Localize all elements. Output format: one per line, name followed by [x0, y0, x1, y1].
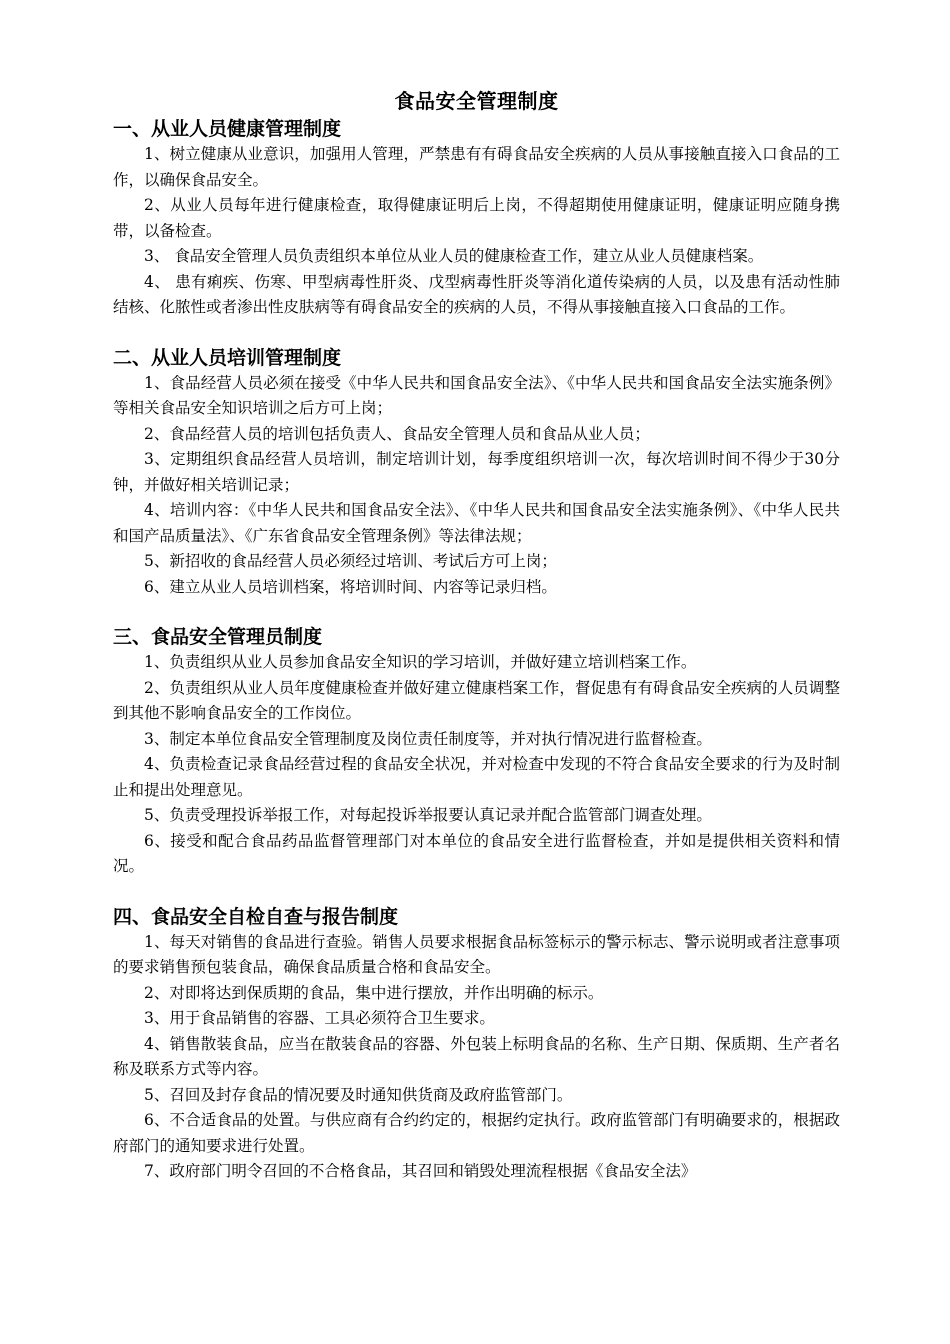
paragraph: 3、用于食品销售的容器、工具必须符合卫生要求。	[144, 1009, 495, 1027]
paragraph: 4、培训内容：《中华人民共和国食品安全法》、《中华人民共和国食品安全法实施条例》、《中华人民共和国产品质量法》、《广东省食品安全管理条例》等法律法规；	[113, 501, 840, 545]
section-heading: 三、食品安全管理员制度	[113, 626, 323, 648]
paragraph: 1、每天对销售的食品进行查验。销售人员要求根据食品标签标示的警示标志、警示说明或者注意事项的要求销售预包装食品，确保食品质量合格和食品安全。	[113, 932, 840, 976]
paragraph: 6、接受和配合食品药品监督管理部门对本单位的食品安全进行监督检查，并如是提供相关资料和情况。	[113, 831, 840, 875]
paragraph: 2、食品经营人员的培训包括负责人、食品安全管理人员和食品从业人员；	[144, 424, 650, 443]
paragraph: 4、销售散装食品，应当在散装食品的容器、外包装上标明食品的名称、生产日期、保质期、生产者名称及联系方式等内容。	[113, 1034, 840, 1078]
section-self-inspection	[113, 904, 840, 1185]
section-heading: 二、从业人员培训管理制度	[113, 346, 342, 369]
paragraph: 4、 患有痢疾、伤寒、甲型病毒性肝炎、戊型病毒性肝炎等消化道传染病的人员，以及患有活动性肺结核、化脓性或者渗出性皮肤病等有碍食品安全的疾病的人员，不得从事接触直接入口食品的工作。	[113, 272, 840, 316]
paragraph: 3、定期组织食品经营人员培训，制定培训计划，每季度组织培训一次，每次培训时间不得少于30分钟，并做好相关培训记录；	[113, 450, 840, 494]
document-page	[113, 86, 840, 1209]
section-health	[113, 116, 840, 321]
paragraph: 3、制定本单位食品安全管理制度及岗位责任制度等，并对执行情况进行监督检查。	[144, 729, 712, 748]
paragraph: 6、不合适食品的处置。与供应商有合约约定的，根据约定执行。政府监管部门有明确要求的，根据政府部门的通知要求进行处置。	[113, 1111, 840, 1155]
paragraph: 1、树立健康从业意识，加强用人管理，严禁患有有碍食品安全疾病的人员从事接触直接入口食品的工作，以确保食品安全。	[113, 145, 840, 189]
paragraph: 2、对即将达到保质期的食品，集中进行摆放，并作出明确的标示。	[144, 983, 604, 1002]
section-training	[113, 345, 840, 601]
section-heading: 四、食品安全自检自查与报告制度	[113, 905, 399, 928]
section-safety-officer	[113, 624, 840, 880]
paragraph: 1、负责组织从业人员参加食品安全知识的学习培训，并做好建立培训档案工作。	[144, 653, 697, 671]
paragraph: 4、负责检查记录食品经营过程的食品安全状况，并对检查中发现的不符合食品安全要求的行为及时制止和提出处理意见。	[113, 755, 840, 799]
paragraph: 7、政府部门明令召回的不合格食品，其召回和销毁处理流程根据《食品安全法》	[144, 1162, 697, 1180]
paragraph: 5、新招收的食品经营人员必须经过培训、考试后方可上岗；	[144, 552, 557, 570]
paragraph: 3、 食品安全管理人员负责组织本单位从业人员的健康检查工作，建立从业人员健康档案。	[144, 247, 764, 265]
paragraph: 2、负责组织从业人员年度健康检查并做好建立健康档案工作，督促患有有碍食品安全疾病的人员调整到其他不影响食品安全的工作岗位。	[113, 678, 840, 722]
paragraph: 5、召回及封存食品的情况要及时通知供货商及政府监管部门。	[144, 1085, 573, 1104]
paragraph: 2、从业人员每年进行健康检查，取得健康证明后上岗，不得超期使用健康证明，健康证明应随身携带，以备检查。	[113, 196, 840, 240]
paragraph: 5、负责受理投诉举报工作，对每起投诉举报要认真记录并配合监管部门调查处理。	[144, 806, 712, 824]
document-title: 食品安全管理制度	[394, 89, 559, 113]
paragraph: 1、食品经营人员必须在接受《中华人民共和国食品安全法》、《中华人民共和国食品安全法实施条例》等相关食品安全知识培训之后方可上岗；	[113, 373, 840, 417]
paragraph: 6、建立从业人员培训档案，将培训时间、内容等记录归档。	[144, 577, 557, 596]
section-heading: 一、从业人员健康管理制度	[113, 118, 342, 140]
